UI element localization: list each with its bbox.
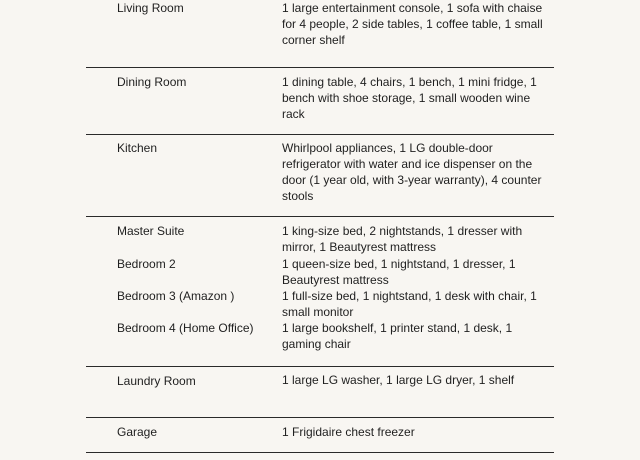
room-label-bedroom-4: Bedroom 4 (Home Office) bbox=[117, 321, 254, 335]
room-label-garage: Garage bbox=[117, 425, 158, 439]
row-divider bbox=[86, 452, 554, 453]
room-items-bedroom-2: 1 queen-size bed, 1 nightstand, 1 dresser, 1 Beautyrest mattress bbox=[282, 257, 516, 287]
room-items-laundry-room: 1 large LG washer, 1 large LG dryer, 1 shelf bbox=[282, 373, 515, 387]
room-label-living-room: Living Room bbox=[117, 1, 184, 15]
room-items-garage: 1 Frigidaire chest freezer bbox=[282, 425, 415, 439]
room-items-bedroom-3: 1 full-size bed, 1 nightstand, 1 desk with chair, 1 small monitor bbox=[282, 289, 537, 319]
room-items-living-room: 1 large entertainment console, 1 sofa with chaise for 4 people, 2 side tables, 1 coffee table, 1 small corner shelf bbox=[282, 1, 543, 47]
room-label-master-suite: Master Suite bbox=[117, 224, 185, 238]
row-divider bbox=[86, 366, 554, 367]
row-divider bbox=[86, 216, 554, 217]
room-label-laundry-room: Laundry Room bbox=[117, 374, 196, 388]
room-items-kitchen: Whirlpool appliances, 1 LG double-door refrigerator with water and ice dispenser on the door (1 year old, with 3-year warranty), 4 counter stools bbox=[282, 141, 542, 203]
row-divider bbox=[86, 67, 554, 68]
room-label-dining-room: Dining Room bbox=[117, 75, 187, 89]
room-items-master-suite: 1 king-size bed, 2 nightstands, 1 dresser with mirror, 1 Beautyrest mattress bbox=[282, 224, 523, 254]
room-label-kitchen: Kitchen bbox=[117, 141, 158, 155]
row-divider bbox=[86, 417, 554, 418]
room-label-bedroom-3: Bedroom 3 (Amazon ) bbox=[117, 289, 235, 303]
room-label-bedroom-2: Bedroom 2 bbox=[117, 257, 176, 271]
row-divider bbox=[86, 134, 554, 135]
room-items-dining-room: 1 dining table, 4 chairs, 1 bench, 1 mini fridge, 1 bench with shoe storage, 1 small wooden wine rack bbox=[282, 75, 537, 121]
room-items-bedroom-4: 1 large bookshelf, 1 printer stand, 1 desk, 1 gaming chair bbox=[282, 321, 513, 351]
